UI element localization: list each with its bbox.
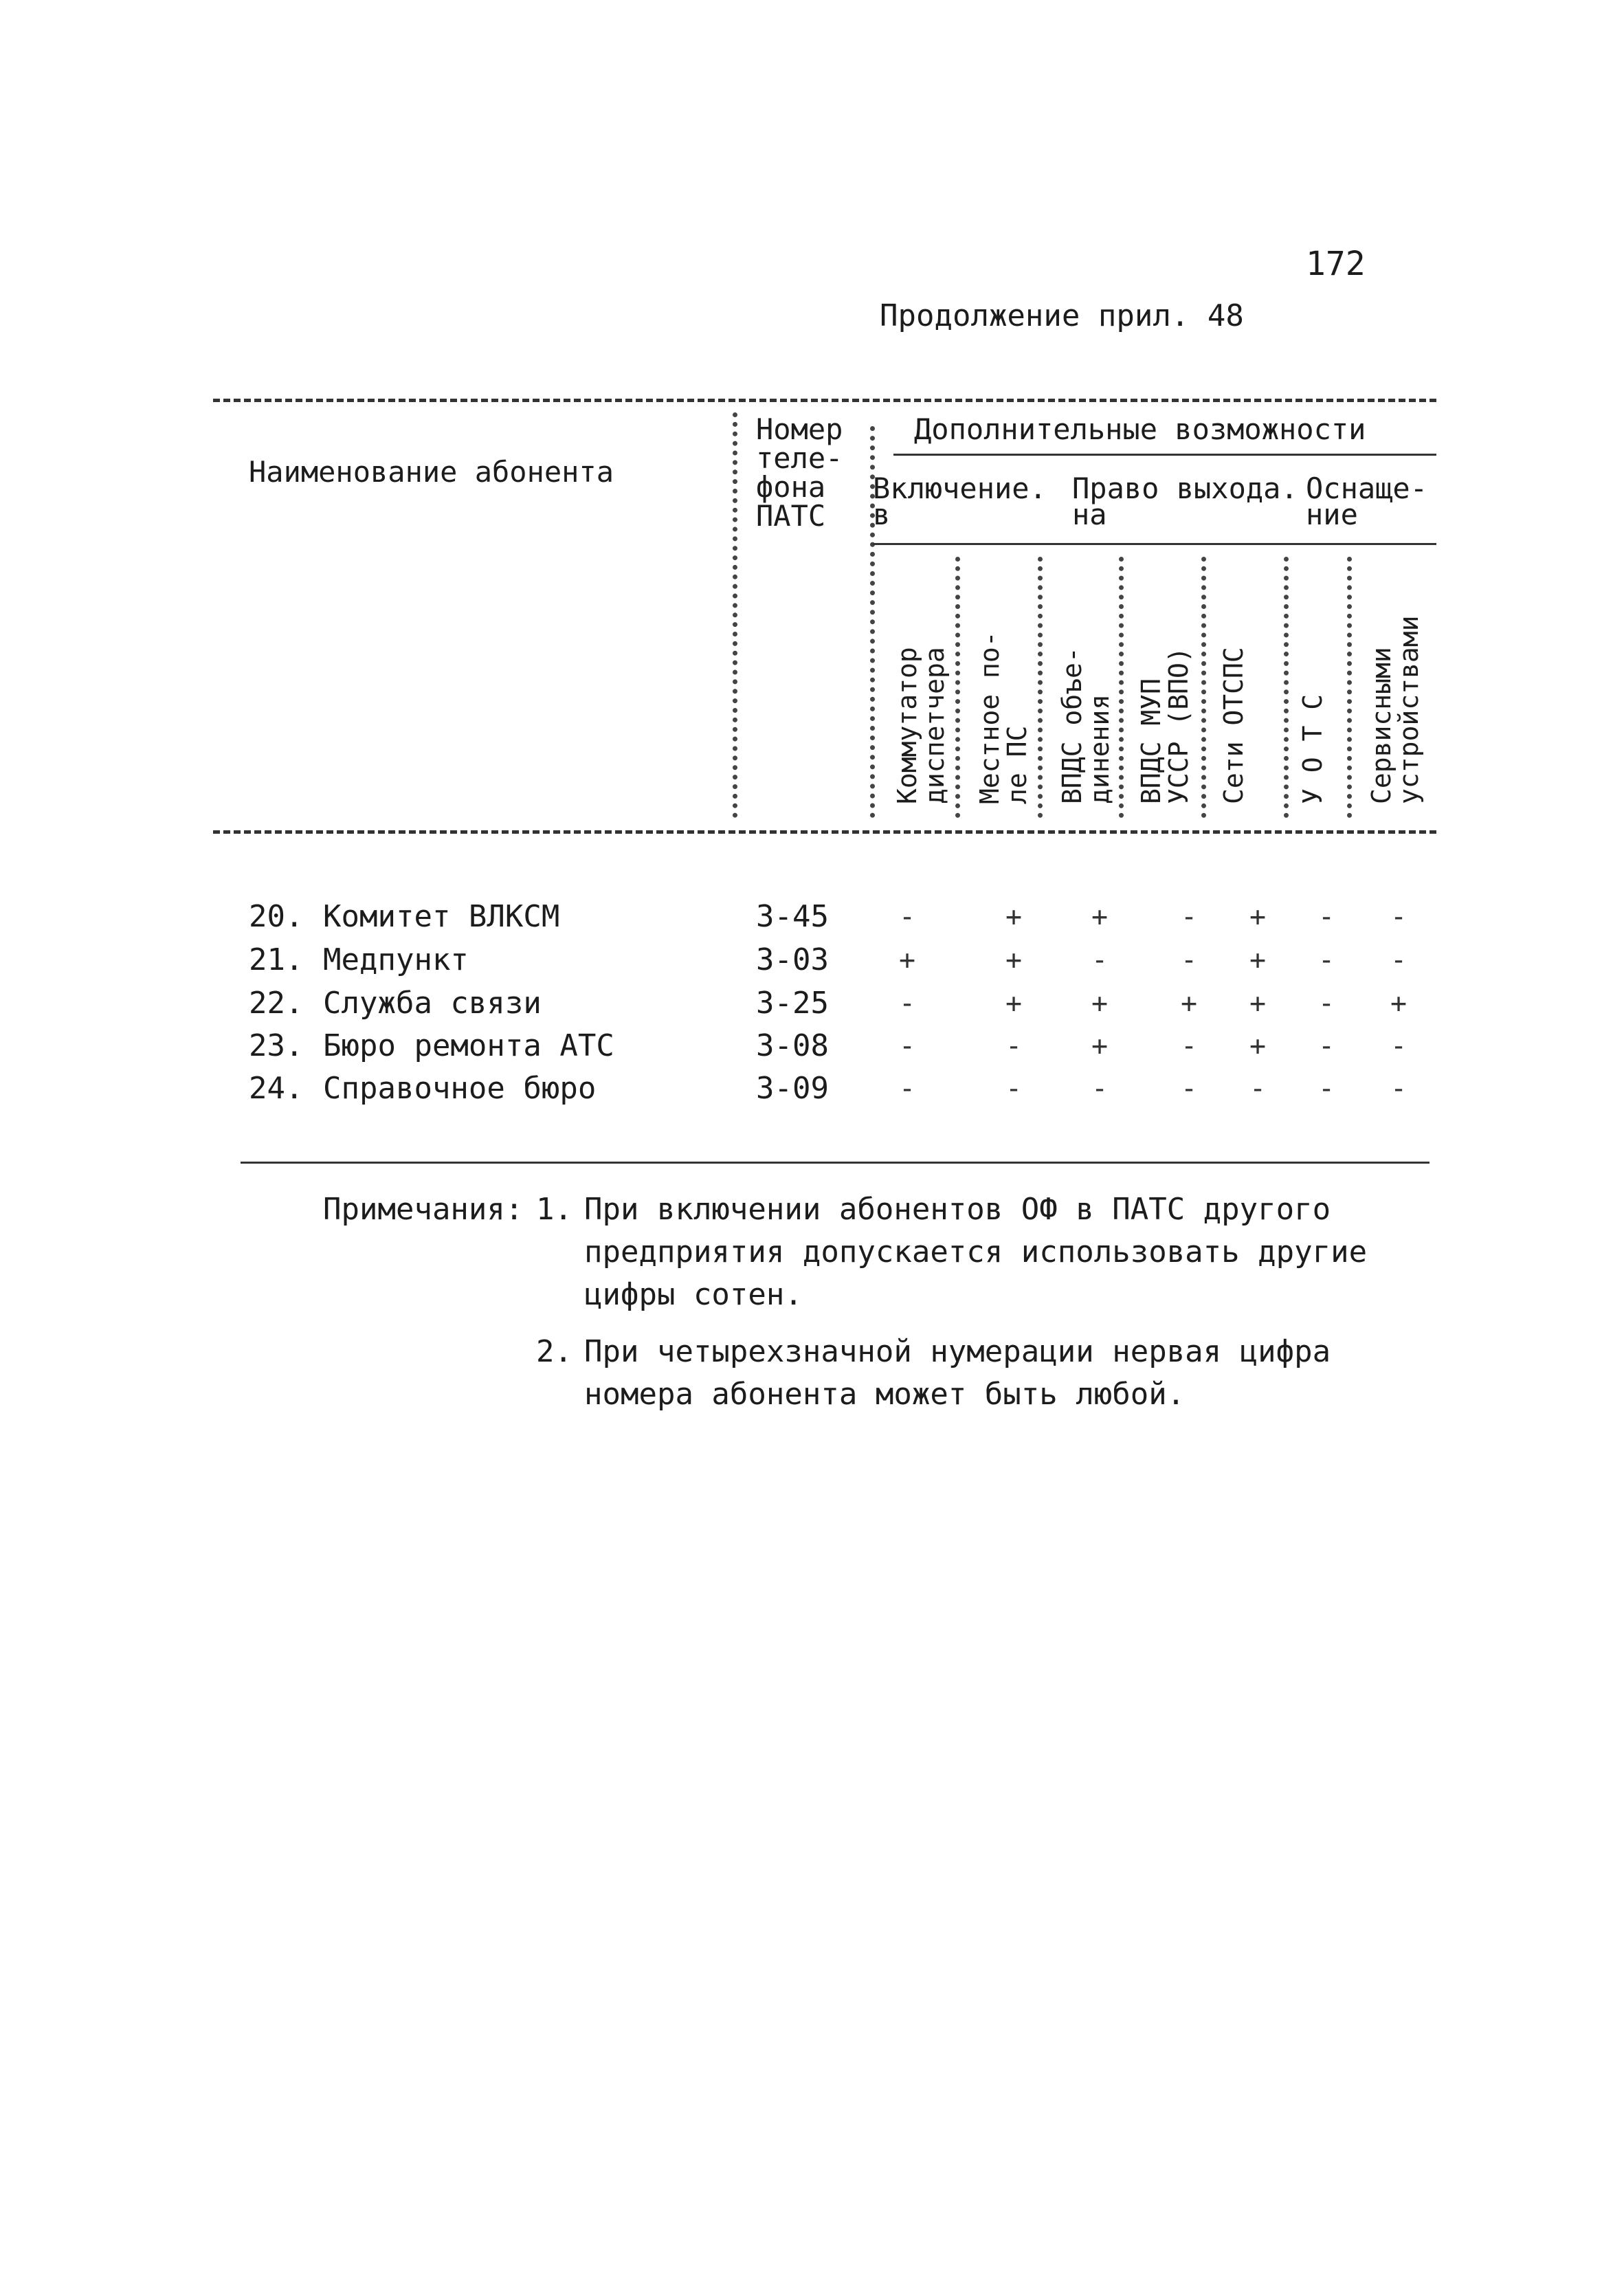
feature-mark: - — [1180, 1073, 1198, 1105]
phone-header-line: теле- — [756, 441, 843, 475]
subgroup-exit-line2: на — [1072, 498, 1107, 531]
row-number: 24. — [249, 1071, 304, 1106]
note-line: При четырехзначной нумерации нервая цифра — [584, 1334, 1331, 1369]
feature-mark: + — [1390, 988, 1408, 1019]
phone-number: 3-09 — [756, 1071, 829, 1106]
feature-mark: + — [1249, 901, 1267, 933]
group-underline — [893, 454, 1436, 456]
feature-mark: + — [1091, 1030, 1109, 1062]
note-line: При включении абонентов ОФ в ПАТС другого — [584, 1192, 1331, 1227]
subgroup-exit: Право выхода. — [1072, 472, 1298, 505]
note-number: 1. — [536, 1192, 572, 1227]
feature-mark: - — [1005, 1030, 1023, 1062]
feature-mark: - — [1317, 988, 1335, 1019]
phone-number: 3-25 — [756, 986, 829, 1021]
note-number: 2. — [536, 1334, 572, 1369]
feature-mark: - — [1390, 1073, 1408, 1105]
feature-header-line: Сети ОТСПС — [1219, 647, 1249, 804]
subscriber-name: Медпункт — [323, 942, 469, 977]
phone-header-line: фона — [756, 470, 826, 504]
subgroup-underline — [873, 543, 1436, 545]
feature-mark: - — [1390, 901, 1408, 933]
note-line: цифры сотен. — [584, 1277, 803, 1312]
feature-header-vpds-mup — [1137, 647, 1192, 804]
phone-number: 3-08 — [756, 1028, 829, 1063]
feature-header-uots — [1299, 694, 1326, 804]
feature-mark: + — [1005, 944, 1023, 976]
column-separator — [733, 412, 737, 818]
feature-header-line: динения — [1084, 694, 1115, 804]
feature-header-local-field — [976, 631, 1031, 804]
feature-header-dispatcher-switch — [893, 647, 948, 804]
note-line: предприятия допускается использовать другие — [584, 1234, 1368, 1269]
table-top-rule — [213, 399, 1436, 402]
feature-mark: + — [1005, 901, 1023, 933]
feature-mark: - — [1390, 944, 1408, 976]
feature-header-line: Местное по- — [975, 631, 1005, 804]
feature-header-line: Сервисными — [1366, 647, 1397, 804]
feature-separator — [1201, 557, 1206, 818]
feature-mark: - — [1180, 1030, 1198, 1062]
row-number: 21. — [249, 942, 304, 977]
feature-mark: - — [1390, 1030, 1408, 1062]
feature-mark: + — [1091, 901, 1109, 933]
feature-mark: - — [1091, 944, 1109, 976]
feature-separator — [1038, 557, 1043, 818]
feature-header-line: У О Т С — [1298, 694, 1328, 804]
feature-header-line: устройствами — [1394, 615, 1424, 804]
feature-mark: - — [1317, 901, 1335, 933]
feature-separator — [955, 557, 960, 818]
table-header-bottom-rule — [213, 830, 1436, 834]
feature-mark: - — [898, 901, 916, 933]
subscriber-name: Бюро ремонта АТС — [323, 1028, 614, 1063]
feature-header-vpds-association — [1058, 647, 1113, 804]
feature-header-line: ВПДС МУП — [1136, 678, 1166, 804]
row-number: 20. — [249, 899, 304, 934]
feature-mark: + — [898, 944, 916, 976]
feature-mark: + — [1180, 988, 1198, 1019]
feature-header-line: ле ПС — [1002, 725, 1032, 804]
feature-mark: - — [1249, 1073, 1267, 1105]
group-header-additional-features: Дополнительные возможности — [914, 412, 1366, 446]
note-line: номера абонента может быть любой. — [584, 1377, 1186, 1412]
feature-mark: - — [1317, 944, 1335, 976]
table-bottom-rule — [241, 1162, 1430, 1164]
column-header-name: Наименование абонента — [249, 455, 614, 489]
feature-mark: - — [898, 1073, 916, 1105]
feature-separator — [1284, 557, 1289, 818]
subscriber-name: Справочное бюро — [323, 1071, 597, 1106]
row-number: 22. — [249, 986, 304, 1021]
subgroup-equipment-line2: ние — [1306, 498, 1358, 531]
feature-mark: - — [1005, 1073, 1023, 1105]
feature-mark: + — [1005, 988, 1023, 1019]
feature-mark: + — [1249, 1030, 1267, 1062]
feature-separator — [1119, 557, 1124, 818]
feature-mark: - — [898, 988, 916, 1019]
feature-header-line: ВПДС объе- — [1057, 647, 1087, 804]
feature-mark: - — [1317, 1030, 1335, 1062]
feature-mark: + — [1249, 988, 1267, 1019]
subgroup-inclusion-line2: в — [873, 498, 891, 531]
subscriber-name: Служба связи — [323, 986, 542, 1021]
phone-number: 3-45 — [756, 899, 829, 934]
phone-header-line: ПАТС — [756, 499, 826, 533]
subgroup-inclusion: Включение. — [873, 472, 1047, 505]
subscriber-name: Комитет ВЛКСМ — [323, 899, 560, 934]
continuation-label: Продолжение прил. 48 — [880, 298, 1244, 333]
feature-mark: + — [1091, 988, 1109, 1019]
feature-header-line: Коммутатор — [892, 647, 922, 804]
feature-mark: - — [1317, 1073, 1335, 1105]
notes-label: Примечания: — [323, 1192, 524, 1227]
feature-mark: - — [898, 1030, 916, 1062]
subgroup-equipment: Оснаще- — [1306, 472, 1428, 505]
feature-mark: + — [1249, 944, 1267, 976]
feature-mark: - — [1180, 901, 1198, 933]
page-number: 172 — [1306, 245, 1366, 283]
feature-header-service-devices — [1368, 615, 1423, 804]
feature-mark: - — [1180, 944, 1198, 976]
phone-number: 3-03 — [756, 942, 829, 977]
feature-mark: - — [1091, 1073, 1109, 1105]
row-number: 23. — [249, 1028, 304, 1063]
feature-header-otsps — [1220, 647, 1247, 804]
feature-header-line: УССР (ВПО) — [1164, 647, 1194, 804]
phone-header-line: Номер — [756, 412, 843, 446]
feature-header-line: диспетчера — [920, 647, 950, 804]
feature-separator — [1347, 557, 1352, 818]
